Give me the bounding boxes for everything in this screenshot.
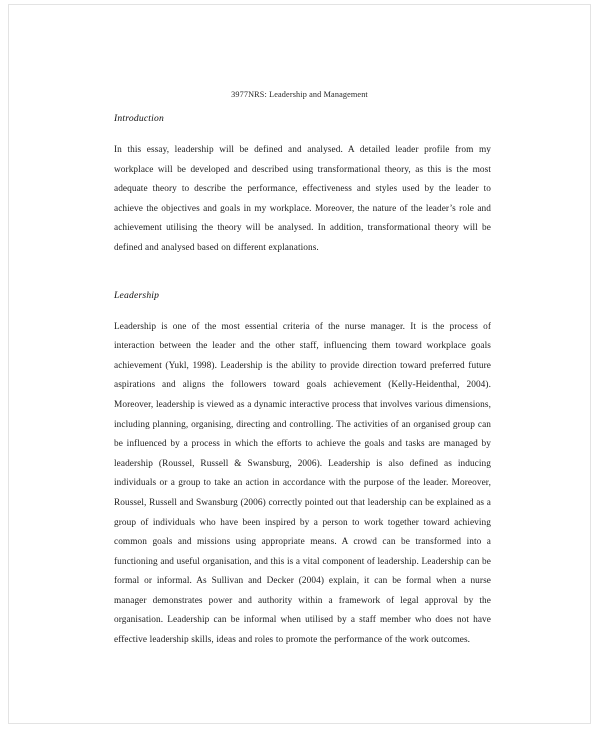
document-body bbox=[114, 113, 491, 651]
section-leadership bbox=[114, 290, 491, 651]
document-page bbox=[8, 4, 591, 724]
section-introduction bbox=[114, 113, 491, 259]
page-header-title: 3977NRS: Leadership and Management bbox=[231, 90, 368, 99]
section-heading-leadership: Leadership bbox=[114, 289, 160, 301]
section-paragraph-introduction: In this essay, leadership will be defined and analysed. A detailed leader profile from my workplace will be developed and described using transformational theory, as this is the most adequate theory to describe the performance, effectiveness and styles used by the leader to achieve the objectives and goals in my workplace. Moreover, the nature of the leader’s role and achievement utilising the theory will be analysed. In addition, transformational theory will be defined and analysed based on different explanations. bbox=[114, 145, 491, 253]
section-heading-introduction: Introduction bbox=[114, 113, 165, 124]
section-paragraph-leadership: Leadership is one of the most essential criteria of the nurse manager. It is the process of interaction between the leader and the other staff, influencing them toward workplace goals achievement (Yukl, 1998). Leadership is the ability to provide direction toward preferred future aspirations and aligns the followers toward goals achievement (Kelly-Heidenthal, 2004). Moreover, leadership is viewed as a dynamic interactive process that involves various dimensions, including planning, organising, directing and controlling. The activities of an organised group can be influenced by a process in which the efforts to achieve the goals and tasks are managed by leadership (Roussel, Russell & Swansburg, 2006). Leadership is also defined as inducing individuals or a group to take an action in accordance with the purpose of the leader. Moreover, Roussel, Russell and Swansburg (2006) correctly pointed out that leadership can be explained as a group of individuals who have been inspired by a person to work together toward achieving common goals and missions using appropriate means. A crowd can be transformed into a functioning and useful organisation, and this is a vital component of leadership. Leadership can be formal or informal. As Sullivan and Decker (2004) explain, it can be formal when a nurse manager demonstrates power and authority within a framework of legal approval by the organisation. Leadership can be informal when utilised by a staff member who does not have effective leadership skills, ideas and roles to promote the performance of the work outcomes. bbox=[114, 321, 491, 646]
